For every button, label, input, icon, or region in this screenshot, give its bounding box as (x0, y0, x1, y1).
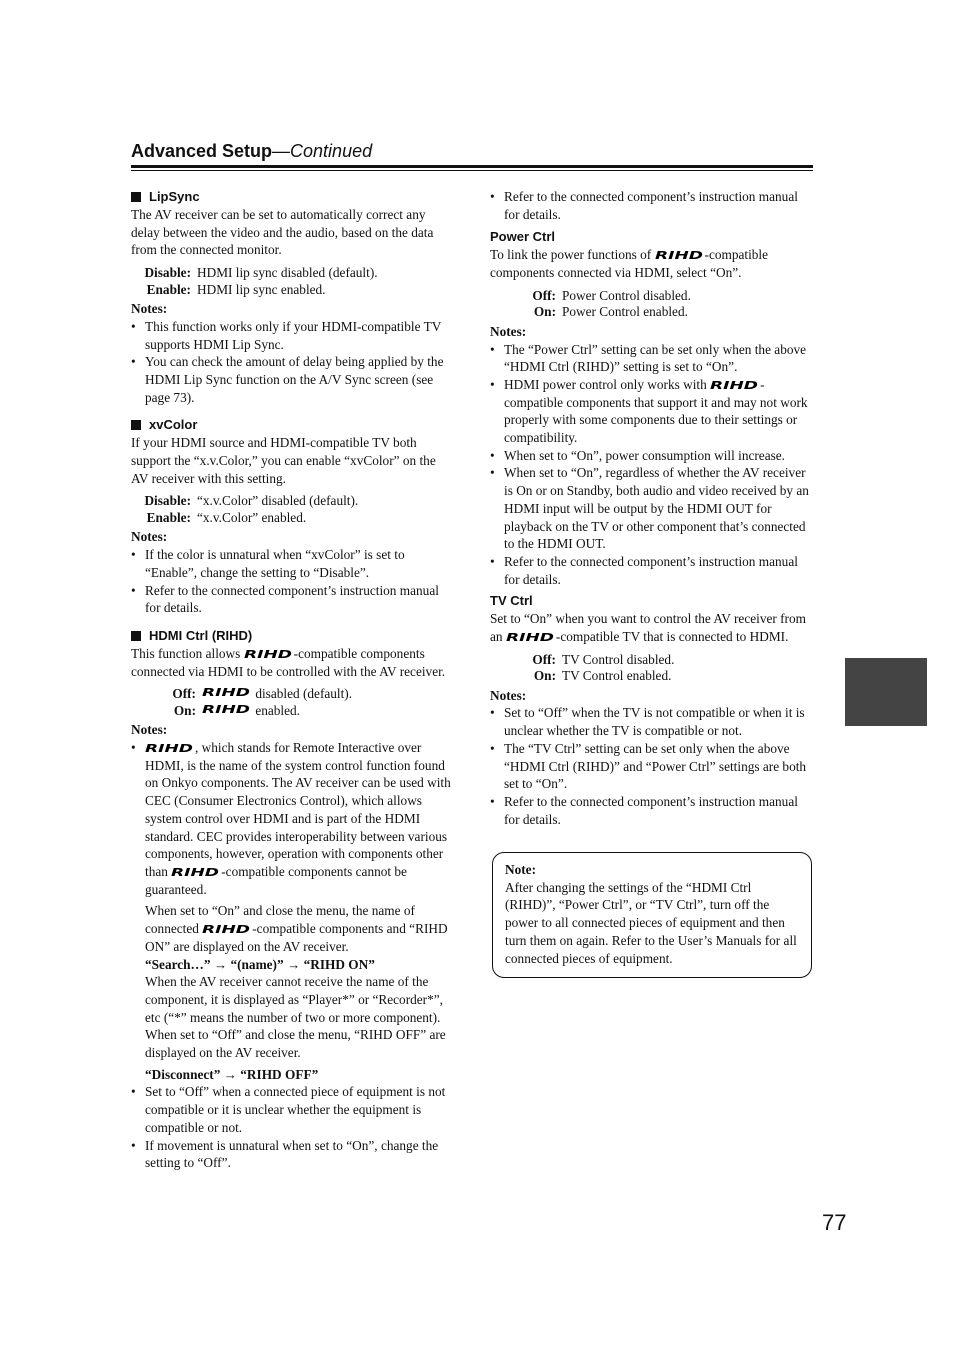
right-column (490, 188, 812, 828)
rihd-logo-icon (710, 379, 760, 390)
rihd-logo-icon (202, 923, 252, 934)
xvcolor-intro: If your HDMI source and HDMI-compatible TV both support the “x.v.Color,” you can enable “xvColor” on the AV receiver with this setting. (131, 435, 436, 486)
header-rule-thick (131, 165, 813, 168)
svg-text:RIHD: RIHD (202, 686, 250, 698)
xvcolor-options: Disable: “x.v.Color” disabled (default). Enable: “x.v.Color” enabled. (144, 493, 359, 525)
svg-text:RIHD: RIHD (654, 249, 703, 261)
header-rule-thin (131, 170, 813, 171)
tvctrl-notes-label: Notes: (490, 687, 527, 703)
svg-text:RIHD: RIHD (202, 702, 250, 714)
rihd-logo-icon (506, 631, 556, 642)
tvctrl-intro: Set to “On” when you want to control the AV receiver from an RIHD -compatible TV that is connected to HDMI. (490, 611, 806, 645)
list-item: • This function works only if your HDMI-compatible TV supports HDMI Lip Sync. (131, 318, 453, 353)
square-bullet-icon (131, 420, 141, 430)
xvcolor-notes (131, 546, 453, 617)
rihd-logo-icon (145, 742, 195, 753)
lipsync-notes-label: Notes: (131, 301, 168, 317)
hdmictrl-notes (131, 739, 453, 898)
powerctrl-notes-label: Notes: (490, 323, 527, 339)
hdmictrl-intro: This function allows RIHD -compatible components connected via HDMI to be controlled with the AV receiver. (131, 645, 446, 679)
lipsync-heading: LipSync (131, 188, 453, 206)
hdmictrl-notes-rest (131, 1083, 453, 1172)
rihd-logo-icon (202, 703, 252, 714)
list-item: • Set to “Off” when the TV is not compatible or when it is unclear whether the TV is compatible or not. (490, 704, 812, 739)
hdmictrl-options: Off: RIHD disabled (default). On: RIHD enabled. (172, 686, 353, 718)
svg-text:RIHD: RIHD (202, 923, 251, 935)
rihd-logo-icon (171, 866, 221, 877)
list-item: • When set to “On”, regardless of whether the AV receiver is On or on Standby, both audio and video received by an HDMI input will be output by the HDMI OUT for playback on the TV or other component that’s connected to the HDMI OUT. (490, 464, 812, 553)
list-item: • Refer to the connected component’s instruction manual for details. (131, 582, 453, 617)
list-item: • When set to “On”, power consumption will increase. (490, 447, 812, 465)
note-box-text: After changing the settings of the “HDMI Ctrl (RIHD)”, “Power Ctrl”, or “TV Ctrl”, turn off the power to all connected pieces of equipment and then turn them on again. Refer to the User’s Manuals for all connected pieces of equipment. (505, 879, 797, 966)
xvcolor-heading: xvColor (131, 416, 453, 434)
note-box (492, 852, 812, 978)
list-item: • Refer to the connected component’s instruction manual for details. (490, 188, 812, 223)
list-item: • HDMI power control only works with RIHD -compatible components that support it and may not work properly with some components due to their settings or compatibility. (490, 376, 812, 447)
lipsync-intro: The AV receiver can be set to automatically correct any delay between the video and the audio, based on the data from the connected monitor. (131, 207, 434, 258)
hdmictrl-heading: HDMI Ctrl (RIHD) (131, 627, 453, 645)
powerctrl-intro: To link the power functions of RIHD -compatible components connected via HDMI, select “On”. (490, 247, 769, 281)
header-title: Advanced Setup—Continued (131, 141, 373, 161)
hdmictrl-sequence-off: “Disconnect” → “RIHD OFF” (145, 1066, 319, 1082)
page-number: 77 (822, 1210, 847, 1235)
powerctrl-heading: Power Ctrl (490, 229, 556, 245)
tvctrl-options: Off: TV Control disabled. On: TV Control enabled. (532, 651, 675, 684)
svg-text:RIHD: RIHD (171, 865, 220, 877)
chapter-tab (845, 658, 927, 726)
svg-text:RIHD: RIHD (243, 647, 292, 659)
svg-text:RIHD: RIHD (710, 378, 759, 390)
list-item: • RIHD , which stands for Remote Interactive over HDMI, is the name of the system control function found on Onkyo components. The AV receiver can be used with CEC (Consumer Electronics Control), which allows system control over HDMI and is part of the HDMI standard. CEC provides interoperability between various components, however, operation with components other than RIHD -compatible components cannot be guaranteed. (131, 739, 453, 898)
list-item: • The “Power Ctrl” setting can be set only when the above “HDMI Ctrl (RIHD)” setting is set to “On”. (490, 341, 812, 376)
xvcolor-notes-label: Notes: (131, 529, 168, 545)
hdmictrl-name-text: When the AV receiver cannot receive the name of the component, it is displayed as “Player*” or “Recorder*”, etc (“*” means the number of two or more component). (145, 974, 443, 1025)
lipsync-notes (131, 318, 453, 407)
square-bullet-icon (131, 192, 141, 202)
svg-text:RIHD: RIHD (505, 631, 554, 643)
tvctrl-notes (490, 704, 812, 828)
list-item: • The “TV Ctrl” setting can be set only when the above “HDMI Ctrl (RIHD)” and “Power Ctrl” settings are both set to “On”. (490, 740, 812, 793)
list-item: • If movement is unnatural when set to “On”, change the setting to “Off”. (131, 1137, 453, 1172)
square-bullet-icon (131, 631, 141, 641)
rihd-logo-icon (202, 686, 252, 697)
rihd-logo-icon (244, 648, 294, 659)
powerctrl-options: Off: Power Control disabled. On: Power Control enabled. (532, 287, 691, 320)
list-item: • Refer to the connected component’s instruction manual for details. (490, 793, 812, 828)
hdmictrl-notes-continued (490, 188, 812, 223)
page-header (131, 140, 813, 162)
rihd-logo-icon (655, 249, 705, 260)
hdmictrl-sequence-on: “Search…” → “(name)” → “RIHD ON” (145, 956, 375, 972)
list-item: • If the color is unnatural when “xvColor” is set to “Enable”, change the setting to “Disable”. (131, 546, 453, 581)
left-column (131, 188, 453, 1172)
lipsync-options: Disable: HDMI lip sync disabled (default). Enable: HDMI lip sync enabled. (144, 265, 378, 297)
powerctrl-notes (490, 341, 812, 589)
list-item: • You can check the amount of delay being applied by the HDMI Lip Sync function on the A/V Sync screen (see page 73). (131, 353, 453, 406)
note-box-label: Note: (505, 862, 537, 877)
hdmictrl-off-text: When set to “Off” and close the menu, “RIHD OFF” are displayed on the AV receiver. (145, 1027, 446, 1061)
hdmictrl-notes-label: Notes: (131, 722, 168, 738)
svg-text:RIHD: • RIHD (145, 742, 193, 754)
list-item: • Refer to the connected component’s instruction manual for details. (490, 553, 812, 588)
list-item: • Set to “Off” when a connected piece of equipment is not compatible or it is unclear whether the equipment is compatible or not. (131, 1083, 453, 1136)
hdmictrl-on-text: When set to “On” and close the menu, the name of connected RIHD -compatible components and “RIHD ON” are displayed on the AV receiver. (145, 903, 448, 954)
tvctrl-heading: TV Ctrl (490, 593, 533, 609)
